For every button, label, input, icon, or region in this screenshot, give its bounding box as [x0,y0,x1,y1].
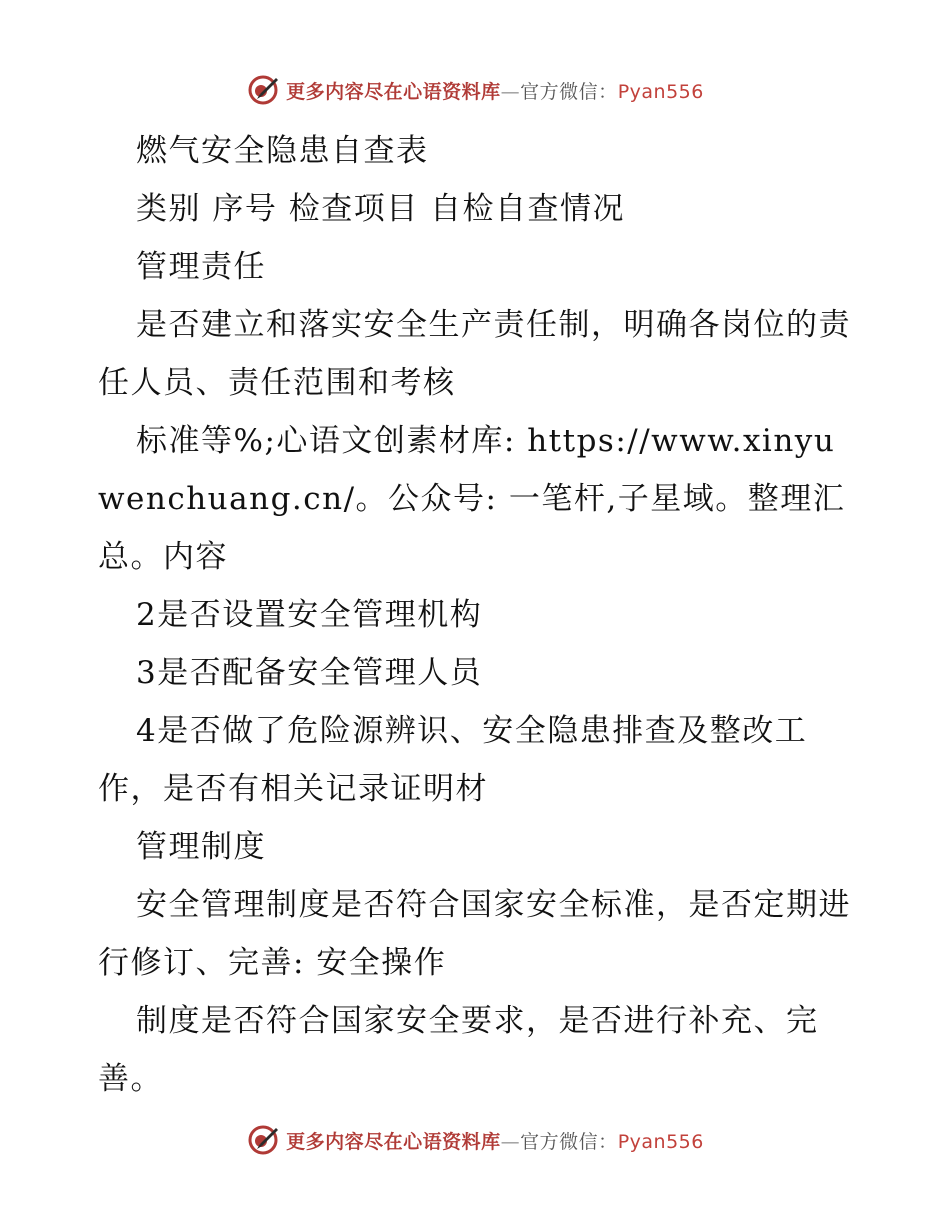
paragraph: 是否建立和落实安全生产责任制，明确各岗位的责任人员、责任范围和考核 [98,307,851,401]
category-heading: 管理责任 [136,249,266,285]
watermark-main-text: 更多内容尽在心语资料库 [286,1130,501,1153]
watermark-wechat-id: Pyan556 [617,80,704,103]
paragraph: 4是否做了危险源辨识、安全隐患排查及整改工作，是否有相关记录证明材 [98,713,808,807]
watermark-dash: — [500,1130,521,1153]
pen-logo-icon [246,73,280,107]
watermark-wechat-id: Pyan556 [617,1130,704,1153]
paragraph: 2是否设置安全管理机构 [136,597,483,633]
footer-watermark [0,1120,950,1160]
paragraph: 安全管理制度是否符合国家安全标准，是否定期进行修订、完善: 安全操作 [98,887,851,981]
watermark-dash: — [500,80,521,103]
document-title: 燃气安全隐患自查表 [136,133,429,169]
paragraph: 制度是否符合国家安全要求，是否进行补充、完善。 [98,1003,819,1097]
header-watermark [0,70,950,110]
watermark-main-text: 更多内容尽在心语资料库 [286,80,501,103]
pen-logo-icon [246,1123,280,1157]
watermark-text [286,77,704,104]
watermark-text [286,1127,704,1154]
paragraph: 标准等%;心语文创素材库: https://www.xinyuwenchuang.cn/。公众号: 一笔杆,子星域。整理汇总。内容 [98,423,846,575]
watermark-wechat-label: 官方微信： [520,80,618,103]
category-heading: 管理制度 [136,829,266,865]
table-header-line: 类别 序号 检查项目 自检自查情况 [136,191,626,227]
watermark-wechat-label: 官方微信： [520,1130,618,1153]
document-body [98,122,858,1108]
paragraph: 3是否配备安全管理人员 [136,655,483,691]
